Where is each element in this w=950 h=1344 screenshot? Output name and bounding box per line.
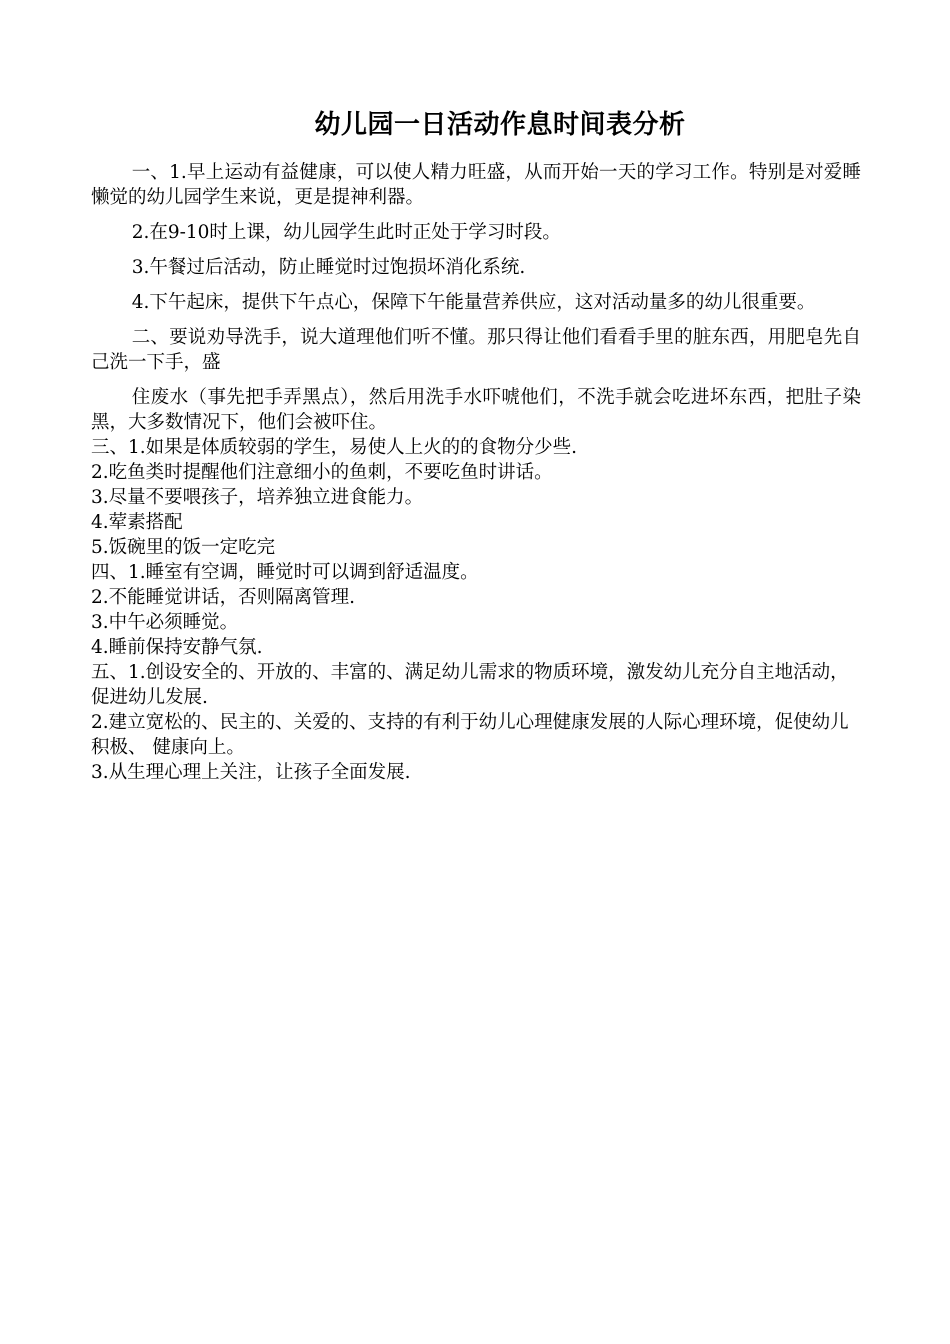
paragraph-6: 住废水（事先把手弄黑点），然后用洗手水吓唬他们，不洗手就会吃进坏东西，把肚子染黑，大多数情况下，他们会被吓住。	[91, 387, 861, 433]
paragraph-3: 3.午餐过后活动，防止睡觉时过饱损坏消化系统.	[131, 257, 526, 278]
list-line-8: 3.中午必须睡觉。	[91, 612, 239, 633]
list-line-12: 3.从生理心理上关注，让孩子全面发展.	[91, 762, 411, 783]
list-line-7: 2.不能睡觉讲话，否则隔离管理.	[91, 587, 356, 608]
list-line-6: 四、1.睡室有空调，睡觉时可以调到舒适温度。	[91, 562, 479, 583]
list-line-2: 2.吃鱼类时提醒他们注意细小的鱼刺，不要吃鱼时讲话。	[91, 462, 553, 483]
list-line-4: 4.荤素搭配	[91, 512, 183, 533]
paragraph-4: 4.下午起床，提供下午点心，保障下午能量营养供应，这对活动量多的幼儿很重要。	[131, 292, 816, 313]
list-line-10: 五、1.创设安全的、开放的、丰富的、满足幼儿需求的物质环境，激发幼儿充分自主地活动，促进幼儿发展.	[91, 662, 849, 708]
list-line-9: 4.睡前保持安静气氛.	[91, 637, 263, 658]
list-line-3: 3.尽量不要喂孩子，培养独立进食能力。	[91, 487, 424, 508]
list-line-11: 2.建立宽松的、民主的、关爱的、支持的有利于幼儿心理健康发展的人际心理环境，促使幼儿积极、 健康向上。	[91, 712, 849, 758]
list-line-1: 三、1.如果是体质较弱的学生，易使人上火的的食物分少些.	[91, 437, 578, 458]
document-title: 幼儿园一日活动作息时间表分析	[314, 110, 686, 140]
paragraph-5: 二、要说劝导洗手，说大道理他们听不懂。那只得让他们看看手里的脏东西，用肥皂先自己洗一下手，盛	[91, 327, 861, 373]
list-line-5: 5.饭碗里的饭一定吃完	[91, 537, 276, 558]
paragraph-1: 一、1.早上运动有益健康，可以使人精力旺盛，从而开始一天的学习工作。特别是对爱睡懒觉的幼儿园学生来说，更是提神利器。	[91, 162, 861, 208]
paragraph-2: 2.在9-10时上课，幼儿园学生此时正处于学习时段。	[131, 222, 561, 243]
document-body	[91, 160, 861, 785]
